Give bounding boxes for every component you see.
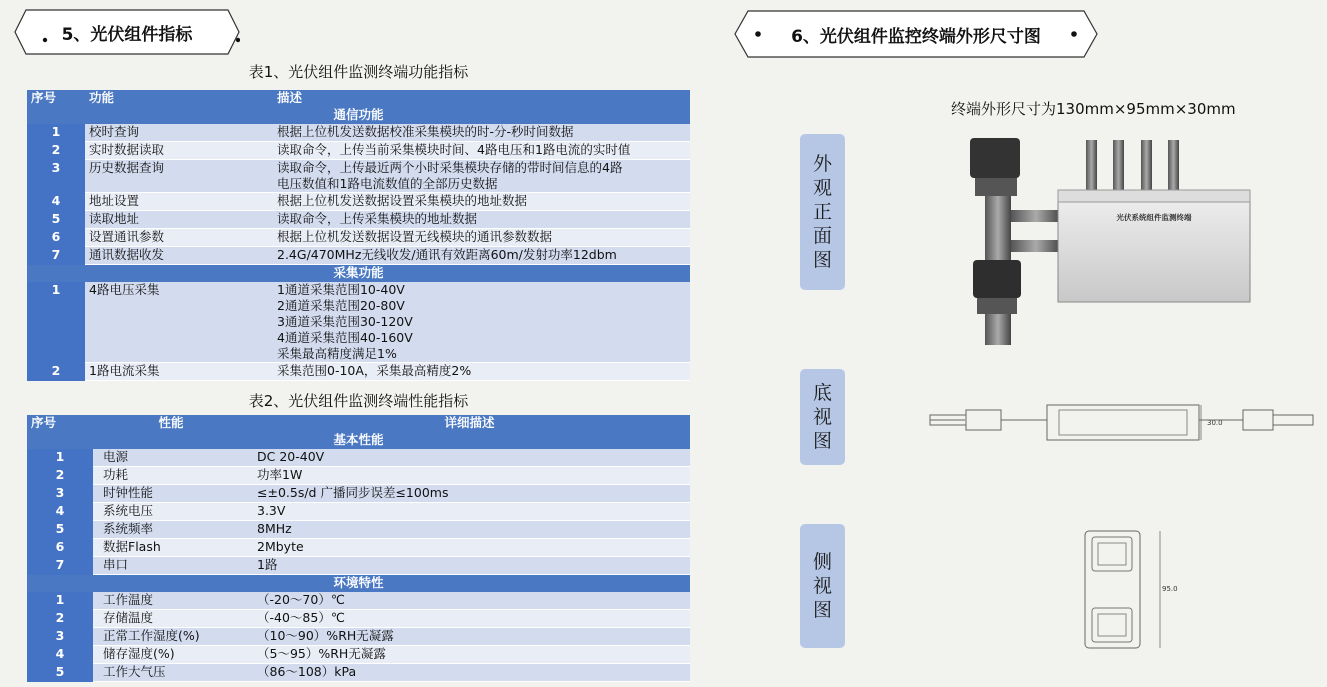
table-header-cell: 性能 (93, 415, 249, 432)
description-line: 1通道采集范围10-40V (277, 282, 405, 297)
side-dimension: 95.0 (1162, 585, 1178, 593)
view-label-char: 图 (812, 430, 832, 452)
row-description (249, 646, 690, 664)
section-heading-dimensions (734, 10, 1098, 58)
description-line: 功率1W (257, 467, 303, 482)
table-header-row (27, 90, 690, 107)
table-row (27, 124, 690, 142)
description-line: 2通道采集范围20-80V (277, 298, 405, 313)
description-line: 读取命令，上传最近两个小时采集模块存储的带时间信息的4路 (277, 160, 623, 175)
view-label-char: 正 (812, 201, 832, 223)
table-row (27, 142, 690, 160)
row-number: 5 (27, 211, 85, 229)
group-header-row (27, 107, 690, 124)
group-title: 采集功能 (27, 265, 690, 283)
row-number: 6 (27, 229, 85, 247)
group-header-row (27, 575, 690, 593)
row-number: 2 (27, 363, 85, 381)
view-label-char: 图 (812, 599, 832, 621)
row-description (273, 193, 690, 211)
bottom-view-drawing (925, 398, 1325, 448)
description-line: （-20～70）℃ (257, 592, 345, 607)
performance-table (27, 415, 690, 682)
description-line: 2Mbyte (257, 539, 304, 554)
view-label-char: 底 (812, 382, 832, 404)
description-line: 3通道采集范围30-120V (277, 314, 413, 329)
group-title: 环境特性 (27, 575, 690, 593)
row-number: 3 (27, 485, 93, 503)
group-title: 基本性能 (27, 432, 690, 449)
description-line: 根据上位机发送数据设置无线模块的通讯参数数据 (277, 229, 553, 244)
row-name: 地址设置 (85, 193, 273, 211)
row-description (249, 557, 690, 575)
table-row (27, 592, 690, 610)
description-line: 采集范围0-10A，采集最高精度2% (277, 363, 472, 378)
group-title: 通信功能 (27, 107, 690, 124)
row-number: 2 (27, 610, 93, 628)
row-description (249, 592, 690, 610)
row-number: 1 (27, 592, 93, 610)
section-heading-text: 6、光伏组件监控终端外形尺寸图 (791, 26, 1041, 47)
table-row (27, 247, 690, 265)
row-name: 工作温度 (93, 592, 249, 610)
row-description (249, 485, 690, 503)
description-line: 电压数值和1路电流数值的全部历史数据 (277, 176, 498, 191)
row-name: 校时查询 (85, 124, 273, 142)
description-line: 采集最高精度满足1% (277, 346, 397, 361)
table1-caption: 表1、光伏组件监测终端功能指标 (248, 63, 469, 81)
row-description (249, 610, 690, 628)
table-row (27, 467, 690, 485)
description-line: （5～95）%RH无凝露 (257, 646, 386, 661)
row-number: 4 (27, 646, 93, 664)
row-description (273, 363, 690, 381)
row-name: 历史数据查询 (85, 160, 273, 193)
table-header-cell: 序号 (27, 90, 85, 107)
row-name: 电源 (93, 449, 249, 467)
description-line: 4通道采集范围40-160V (277, 330, 413, 345)
row-number: 3 (27, 160, 85, 193)
row-name: 数据Flash (93, 539, 249, 557)
view-label-char: 视 (812, 575, 832, 597)
row-name: 通讯数据收发 (85, 247, 273, 265)
row-number: 7 (27, 247, 85, 265)
row-name: 1路电流采集 (85, 363, 273, 381)
row-number: 4 (27, 503, 93, 521)
description-line: 读取命令，上传当前采集模块时间、4路电压和1路电流的实时值 (277, 142, 631, 157)
row-number: 1 (27, 449, 93, 467)
front-view-drawing (955, 130, 1255, 345)
table-row (27, 449, 690, 467)
table-row (27, 628, 690, 646)
table-row (27, 363, 690, 381)
table-header-cell: 描述 (273, 90, 690, 107)
side-view-drawing (1080, 523, 1180, 653)
function-table (27, 90, 690, 381)
table-row (27, 282, 690, 363)
view-label-char: 侧 (812, 551, 832, 573)
table-header-cell: 序号 (27, 415, 93, 432)
row-name: 储存湿度(%) (93, 646, 249, 664)
table-row (27, 229, 690, 247)
row-name: 4路电压采集 (85, 282, 273, 363)
table-row (27, 160, 690, 193)
table-row (27, 557, 690, 575)
table-row (27, 521, 690, 539)
table-row (27, 664, 690, 682)
table-header-cell: 详细描述 (249, 415, 690, 432)
row-description (249, 521, 690, 539)
row-name: 实时数据读取 (85, 142, 273, 160)
row-name: 系统频率 (93, 521, 249, 539)
row-description (273, 282, 690, 363)
side-view-label (800, 524, 845, 648)
row-description (249, 628, 690, 646)
row-name: 串口 (93, 557, 249, 575)
description-line: （-40～85）℃ (257, 610, 345, 625)
description-line: ≤±0.5s/d 广播同步误差≤100ms (257, 485, 449, 500)
row-description (273, 247, 690, 265)
row-name: 存储温度 (93, 610, 249, 628)
description-line: 根据上位机发送数据校准采集模块的时-分-秒时间数据 (277, 124, 574, 139)
dimension-note: 终端外形尺寸为130mm×95mm×30mm (951, 100, 1236, 118)
row-name: 时钟性能 (93, 485, 249, 503)
row-name: 正常工作湿度(%) (93, 628, 249, 646)
table2-caption: 表2、光伏组件监测终端性能指标 (248, 392, 469, 410)
row-number: 5 (27, 664, 93, 682)
table-row (27, 646, 690, 664)
view-label-char: 视 (812, 406, 832, 428)
view-label-char: 面 (812, 225, 832, 247)
row-number: 7 (27, 557, 93, 575)
table-row (27, 211, 690, 229)
row-number: 3 (27, 628, 93, 646)
table-row (27, 503, 690, 521)
row-number: 2 (27, 142, 85, 160)
row-number: 6 (27, 539, 93, 557)
row-name: 系统电压 (93, 503, 249, 521)
table-row (27, 193, 690, 211)
row-number: 5 (27, 521, 93, 539)
row-number: 1 (27, 124, 85, 142)
row-description (273, 160, 690, 193)
view-label-char: 外 (812, 153, 832, 175)
front-view-label (800, 134, 845, 290)
description-line: 读取命令，上传采集模块的地址数据 (277, 211, 478, 226)
bottom-view-label (800, 369, 845, 465)
description-line: DC 20-40V (257, 449, 325, 464)
description-line: 根据上位机发送数据设置采集模块的地址数据 (277, 193, 528, 208)
device-label: 光伏系统组件监测终端 (1116, 213, 1192, 222)
section-heading-text: 5、光伏组件指标 (61, 24, 193, 45)
row-description (273, 211, 690, 229)
row-name: 读取地址 (85, 211, 273, 229)
row-name: 功耗 (93, 467, 249, 485)
table-row (27, 610, 690, 628)
group-header-row (27, 432, 690, 449)
row-number: 4 (27, 193, 85, 211)
table-header-row (27, 415, 690, 432)
view-label-char: 图 (812, 249, 832, 271)
row-number: 2 (27, 467, 93, 485)
table-header-cell: 功能 (85, 90, 273, 107)
row-description (249, 539, 690, 557)
row-description (273, 124, 690, 142)
row-description (273, 142, 690, 160)
view-label-char: 观 (812, 177, 832, 199)
row-name: 设置通讯参数 (85, 229, 273, 247)
table-row (27, 539, 690, 557)
row-description (273, 229, 690, 247)
description-line: 2.4G/470MHz无线收发/通讯有效距离60m/发射功率12dbm (277, 247, 617, 262)
row-description (249, 503, 690, 521)
description-line: 3.3V (257, 503, 286, 518)
group-header-row (27, 265, 690, 283)
bottom-dimension: 30.0 (1207, 419, 1223, 427)
description-line: （10～90）%RH无凝露 (257, 628, 394, 643)
description-line: （86～108）kPa (257, 664, 357, 679)
table-row (27, 485, 690, 503)
row-number: 1 (27, 282, 85, 363)
section-heading-indicators (14, 9, 240, 55)
description-line: 1路 (257, 557, 278, 572)
row-description (249, 467, 690, 485)
row-description (249, 664, 690, 682)
description-line: 8MHz (257, 521, 292, 536)
row-description (249, 449, 690, 467)
row-name: 工作大气压 (93, 664, 249, 682)
